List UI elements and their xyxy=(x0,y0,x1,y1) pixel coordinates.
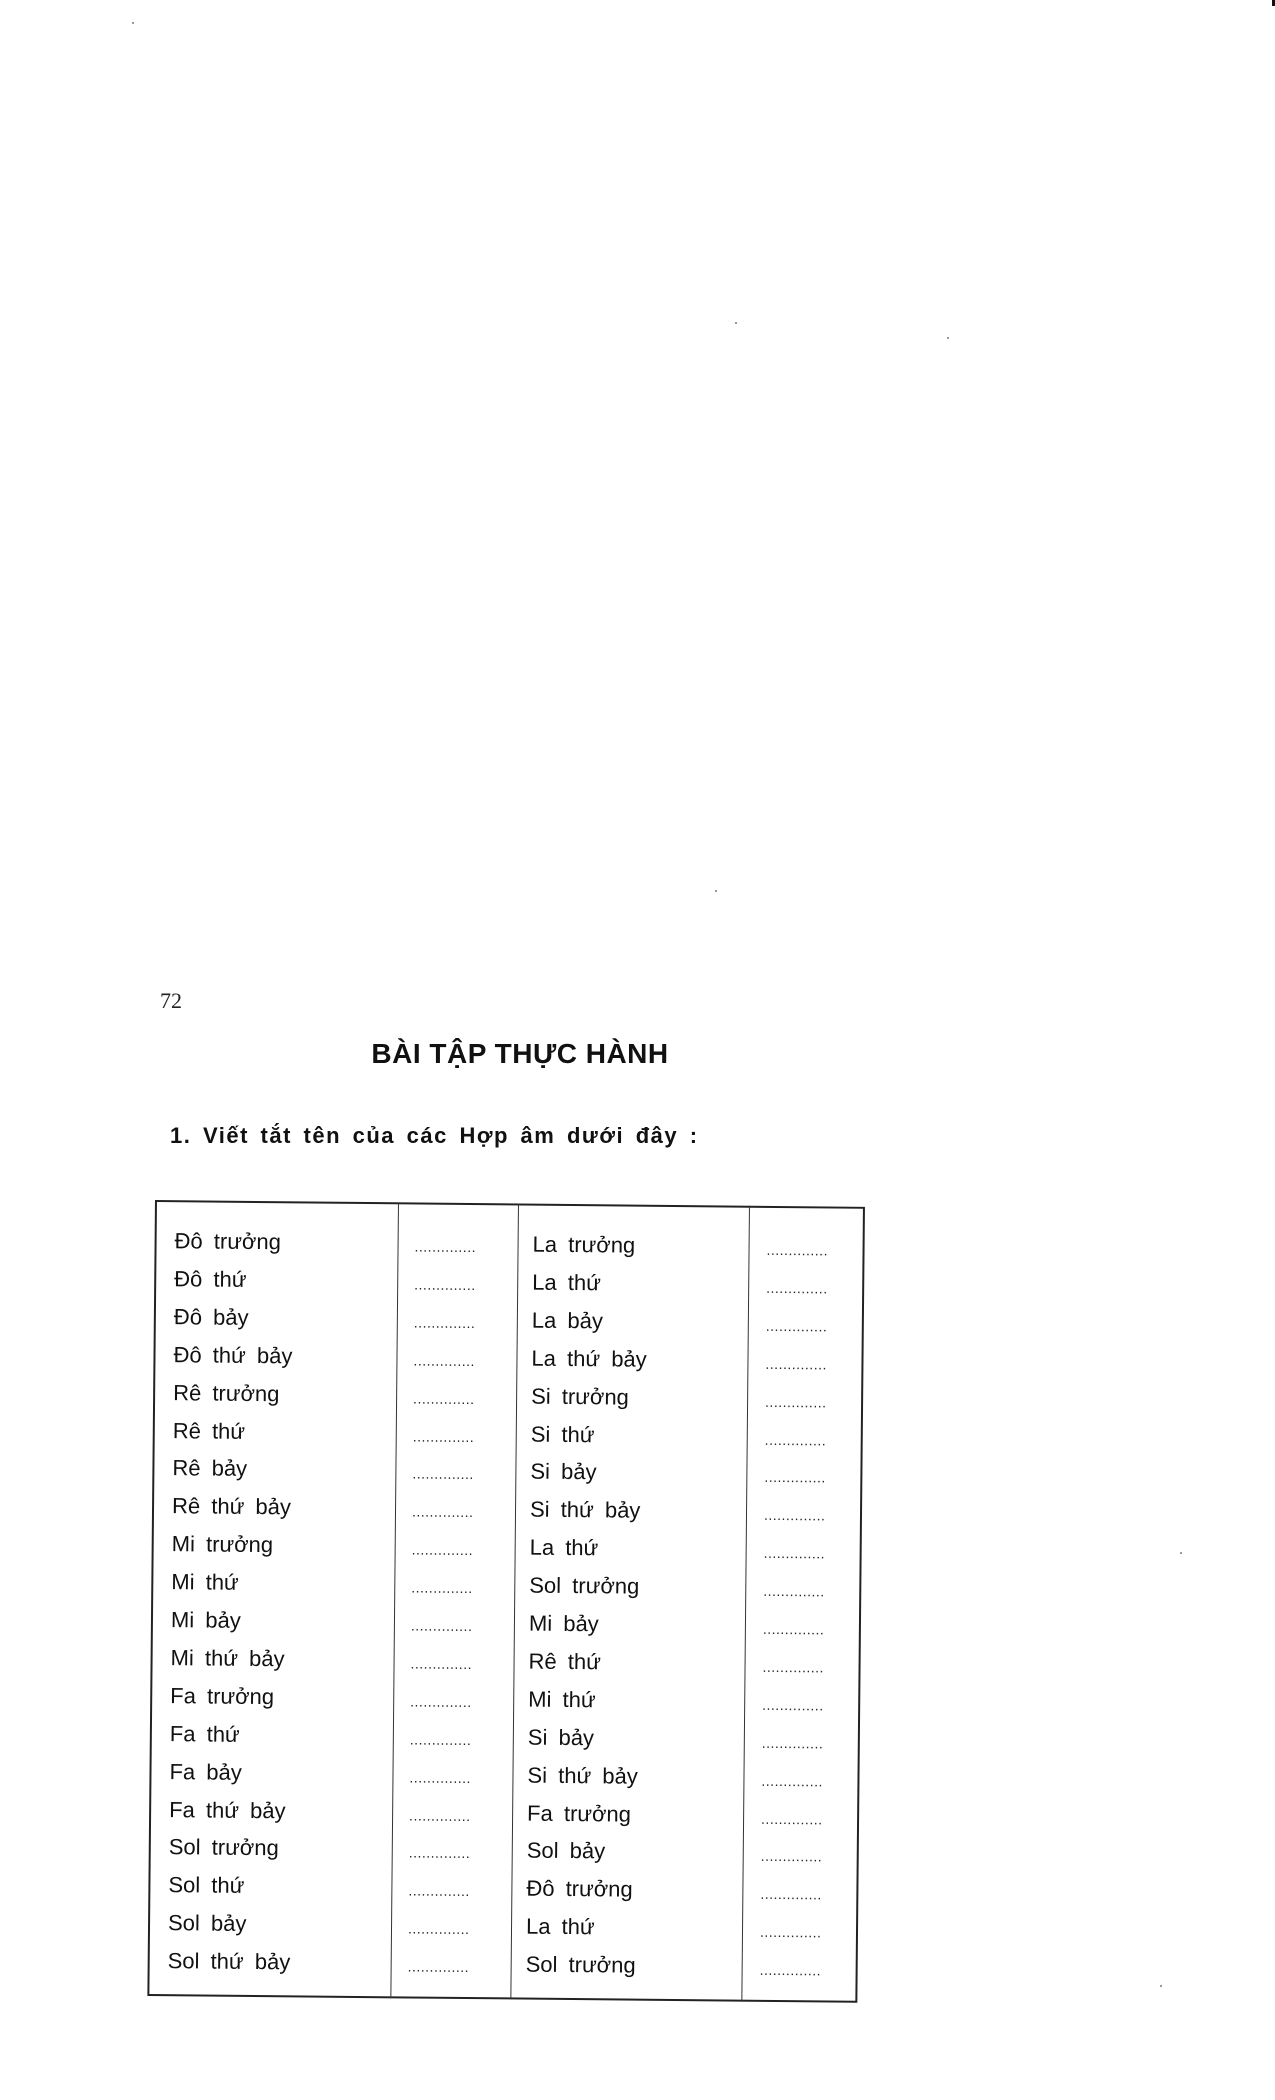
table-border xyxy=(147,1200,865,2003)
right-chord-name: Mi thứ xyxy=(528,1686,596,1713)
right-chord-name: Mi bảy xyxy=(528,1610,599,1637)
scan-speck xyxy=(947,337,949,339)
left-chord-name: Fa trưởng xyxy=(170,1682,275,1709)
left-chord-name: Sol thứ xyxy=(168,1872,245,1899)
right-answer-blank: .............. xyxy=(761,1772,823,1790)
left-answer-blank: .............. xyxy=(410,1693,472,1710)
left-chord-name: Sol trưởng xyxy=(168,1834,279,1861)
right-answer-blank: .............. xyxy=(763,1507,826,1524)
left-answer-blank: .............. xyxy=(409,1806,471,1824)
right-chord-name: La bảy xyxy=(531,1307,604,1334)
left-chord-name: Đô thứ bảy xyxy=(173,1341,293,1369)
right-chord-name: Fa trưởng xyxy=(527,1800,632,1827)
right-answer-blank: .............. xyxy=(766,1241,829,1259)
exercise-prompt: 1. Viết tắt tên của các Hợp âm dưới đây : xyxy=(170,1123,699,1148)
right-chord-name: Đô trưởng xyxy=(526,1875,633,1902)
left-answer-blank: .............. xyxy=(408,1844,471,1862)
right-answer-blank: .............. xyxy=(763,1582,825,1600)
right-answer-blank: .............. xyxy=(761,1810,823,1827)
left-answer-blank: .............. xyxy=(414,1276,476,1293)
left-chord-name: Fa thứ bảy xyxy=(169,1796,286,1823)
left-chord-name: Đô trưởng xyxy=(174,1228,282,1255)
left-answer-blank: .............. xyxy=(413,1390,475,1407)
right-answer-blank: .............. xyxy=(760,1848,823,1865)
right-answer-blank: .............. xyxy=(761,1734,824,1752)
scan-speck xyxy=(1180,1552,1182,1554)
left-chord-name: Đô bảy xyxy=(173,1303,249,1330)
right-answer-blank: .............. xyxy=(760,1886,822,1903)
right-answer-blank: .............. xyxy=(765,1317,828,1335)
right-chord-name: Sol trưởng xyxy=(525,1951,636,1978)
left-answer-blank: .............. xyxy=(408,1882,470,1900)
right-answer-blank: .............. xyxy=(766,1279,828,1297)
right-answer-blank: .............. xyxy=(759,1924,822,1941)
left-chord-name: Rê thứ bảy xyxy=(171,1493,292,1520)
right-chord-name: Rê thứ xyxy=(528,1648,602,1675)
left-chord-name: Rê thứ xyxy=(172,1417,246,1444)
right-answer-blank: .............. xyxy=(763,1545,826,1562)
right-answer-blank: .............. xyxy=(762,1620,825,1638)
scan-speck xyxy=(735,322,737,324)
left-chord-name: Đô thứ xyxy=(174,1266,247,1292)
left-answer-blank: .............. xyxy=(411,1579,473,1597)
left-answer-blank: .............. xyxy=(414,1238,477,1256)
right-chord-name: Si thứ bảy xyxy=(527,1762,638,1789)
right-answer-blank: .............. xyxy=(765,1355,828,1373)
left-chord-name: Fa thứ xyxy=(169,1720,240,1747)
right-chord-name: La thứ xyxy=(529,1534,599,1561)
left-chord-name: Mi bảy xyxy=(170,1607,241,1633)
scan-speck xyxy=(132,22,134,24)
right-answer-blank: .............. xyxy=(759,1961,822,1979)
left-answer-blank: .............. xyxy=(411,1503,474,1521)
left-answer-blank: .............. xyxy=(412,1465,474,1483)
scan-speck xyxy=(1160,1985,1162,1987)
left-chord-name: Sol bảy xyxy=(167,1910,247,1937)
right-answer-blank: .............. xyxy=(764,1469,826,1486)
left-chord-name: Mi thứ bảy xyxy=(170,1645,285,1672)
left-answer-blank: .............. xyxy=(413,1352,476,1369)
right-chord-name: Si thứ bảy xyxy=(529,1496,641,1523)
right-chord-name: Si bảy xyxy=(530,1459,597,1485)
left-answer-blank: .............. xyxy=(412,1427,475,1445)
left-chord-name: Rê trưởng xyxy=(173,1379,280,1406)
left-chord-name: Rê bảy xyxy=(172,1455,248,1482)
right-answer-blank: .............. xyxy=(762,1696,824,1714)
page-number: 72 xyxy=(160,988,182,1013)
right-chord-name: La thứ bảy xyxy=(531,1345,647,1372)
right-chord-name: La thứ xyxy=(532,1269,602,1296)
right-chord-name: Si bảy xyxy=(527,1724,595,1750)
left-answer-blank: .............. xyxy=(407,1920,470,1938)
right-chord-name: La thứ xyxy=(525,1913,595,1940)
right-chord-name: Si trưởng xyxy=(531,1383,630,1410)
left-answer-blank: .............. xyxy=(410,1617,473,1635)
page-title: BÀI TẬP THỰC HÀNH xyxy=(371,1038,669,1069)
right-answer-blank: .............. xyxy=(764,1431,827,1448)
right-chord-name: Sol trưởng xyxy=(529,1572,640,1599)
left-chord-name: Mi trưởng xyxy=(171,1531,274,1558)
right-chord-name: La trưởng xyxy=(532,1231,636,1258)
left-answer-blank: .............. xyxy=(413,1314,476,1331)
left-answer-blank: .............. xyxy=(407,1958,470,1976)
chord-abbreviation-table xyxy=(147,1200,867,2007)
left-answer-blank: .............. xyxy=(410,1655,473,1672)
right-chord-name: Sol bảy xyxy=(526,1837,606,1864)
scan-speck xyxy=(715,890,717,892)
right-chord-name: Si thứ xyxy=(530,1421,595,1447)
left-chord-name: Mi thứ xyxy=(171,1569,239,1595)
right-answer-blank: .............. xyxy=(762,1658,825,1676)
left-chord-name: Fa bảy xyxy=(169,1758,242,1785)
left-answer-blank: .............. xyxy=(409,1731,472,1748)
left-answer-blank: .............. xyxy=(411,1541,474,1559)
left-chord-name: Sol thứ bảy xyxy=(167,1948,291,1975)
left-answer-blank: .............. xyxy=(409,1769,472,1786)
right-answer-blank: .............. xyxy=(765,1393,827,1411)
